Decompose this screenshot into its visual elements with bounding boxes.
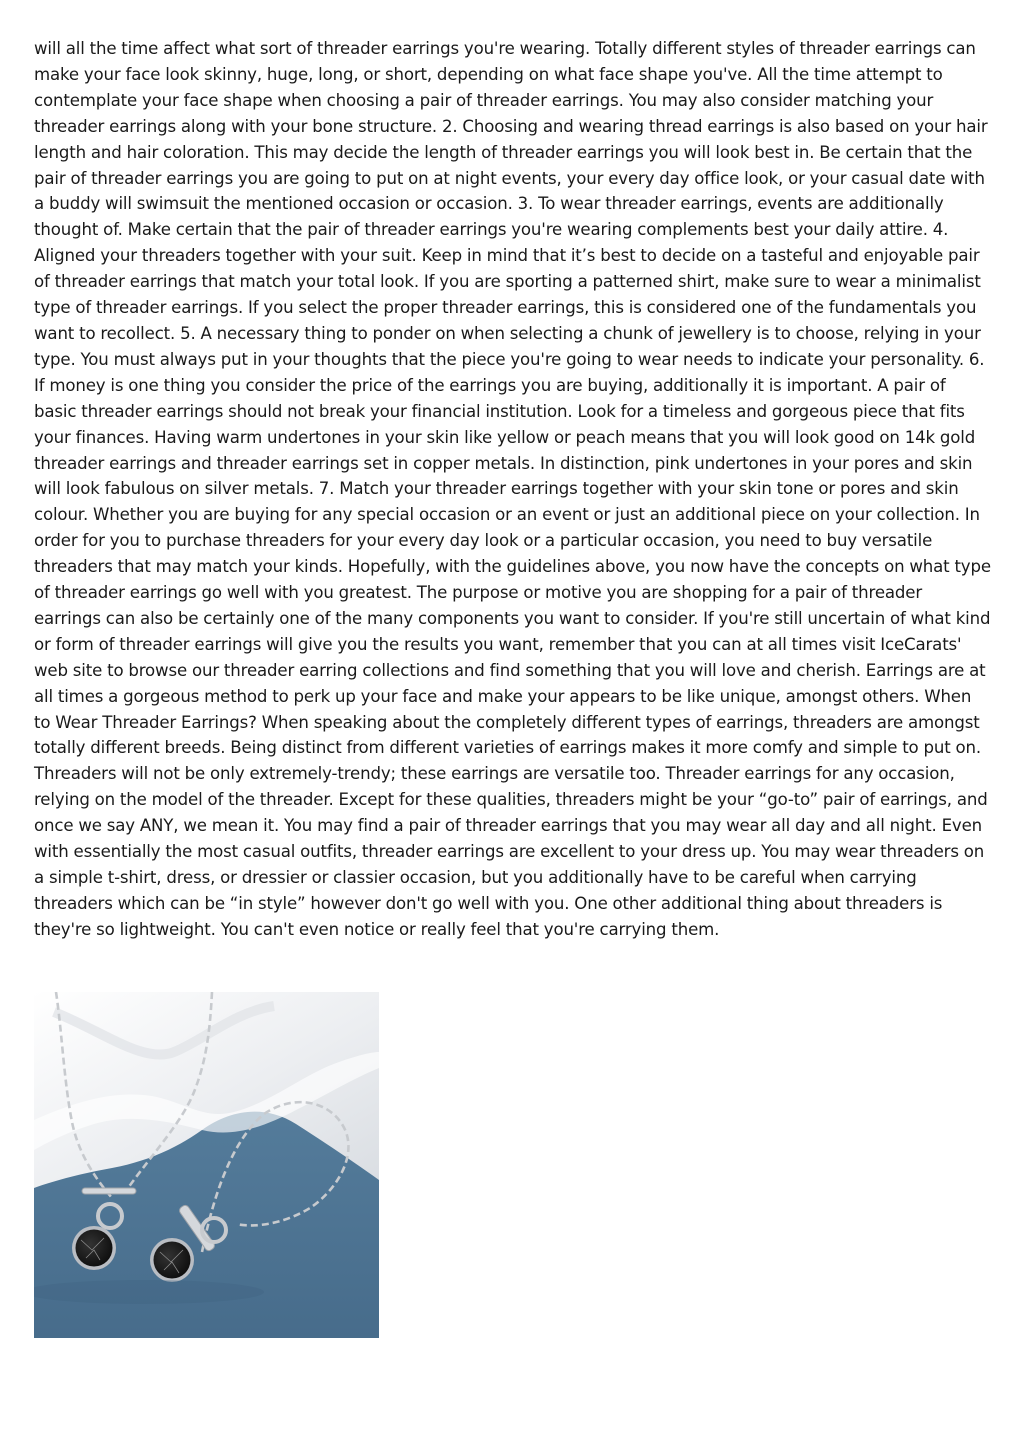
- jewelry-photo: [34, 992, 379, 1338]
- article-body-text: will all the time affect what sort of threader earrings you're wearing. Totally different styles of threader earrings can make your face look skinny, huge, long, or short, depending on what face shape you've. All the time attempt to contemplate your face shape when choosing a pair of threader earrings. You may also consider matching your threader earrings along with your bone structure. 2. Choosing and wearing thread earrings is also based on your hair length and hair coloration. This may decide the length of threader earrings you will look best in. Be certain that the pair of threader earrings you are going to put on at night events, your every day office look, or your casual date with a buddy will swimsuit the mentioned occasion or occasion. 3. To wear threader earrings, events are additionally thought of. Make certain that the pair of threader earrings you're wearing complements best your daily attire. 4. Aligned your threaders together with your suit. Keep in mind that it’s best to decide on a tasteful and enjoyable pair of threader earrings that match your total look. If you are sporting a patterned shirt, make sure to wear a minimalist type of threader earrings. If you select the proper threader earrings, this is considered one of the fundamentals you want to recollect. 5. A necessary thing to ponder on when selecting a chunk of jewellery is to choose, relying in your type. You must always put in your thoughts that the piece you're going to wear needs to indicate your personality. 6. If money is one thing you consider the price of the earrings you are buying, additionally it is important. A pair of basic threader earrings should not break your financial institution. Look for a timeless and gorgeous piece that fits your finances. Having warm undertones in your skin like yellow or peach means that you will look good on 14k gold threader earrings and threader earrings set in copper metals. In distinction, pink undertones in your pores and skin will look fabulous on silver metals. 7. Match your threader earrings together with your skin tone or pores and skin colour. Whether you are buying for any special occasion or an event or just an additional piece on your collection. In order for you to purchase threaders for your every day look or a particular occasion, you need to buy versatile threaders that may match your kinds. Hopefully, with the guidelines above, you now have the concepts on what type of threader earrings go well with you greatest. The purpose or motive you are shopping for a pair of threader earrings can also be certainly one of the many components you want to consider. If you're still uncertain of what kind or form of threader earrings will give you the results you want, remember that you can at all times visit IceCarats' web site to browse our threader earring collections and find something that you will love and cherish. Earrings are at all times a gorgeous method to perk up your face and make your appears to be like unique, amongst others. When to Wear Threader Earrings? When speaking about the completely different types of earrings, threaders are amongst totally different breeds. Being distinct from different varieties of earrings makes it more comfy and simple to put on. Threaders will not be only extremely-trendy; these earrings are versatile too. Threader earrings for any occasion, relying on the model of the threader. Except for these qualities, threaders might be your “go-to” pair of earrings, and once we say ANY, we mean it. You may find a pair of threader earrings that you may wear all day and all night. Even with essentially the most casual outfits, threader earrings are excellent to your dress up. You may wear threaders on a simple t-shirt, dress, or dressier or classier occasion, but you additionally have to be careful when carrying threaders which can be “in style” however don't go well with you. One other additional thing about threaders is they're so lightweight. You can't even notice or really feel that you're carrying them.: [34, 39, 991, 939]
- necklace-bracelet-photo-icon: [34, 992, 379, 1338]
